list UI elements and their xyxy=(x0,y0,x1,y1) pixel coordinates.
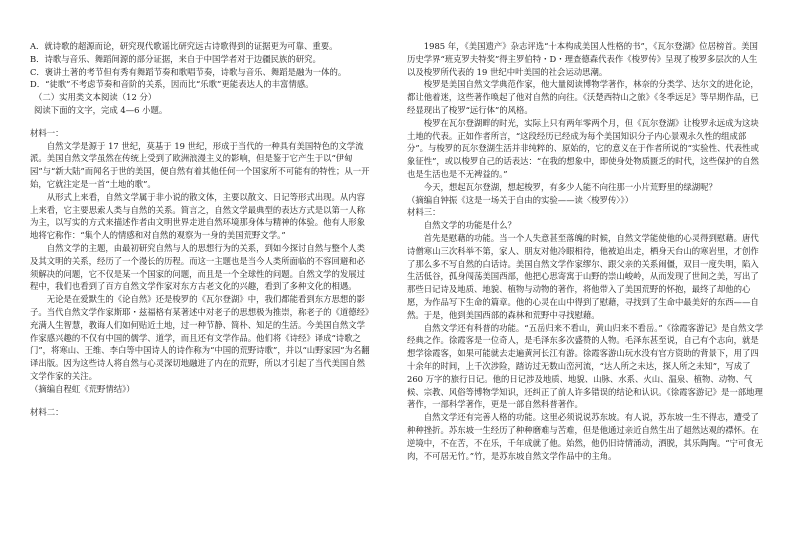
material-1-para-1: 自然文学是源于 17 世纪，莫基于 19 世纪，形成于当代的一种具有美国特色的文学流派。美国自然文学虽然在传统上受到了欧洲浪漫主义的影响，但是鉴于它产生于以“伊甸园”与“新大陆”而闻名于世的美国，便自然有着其他任何一个国家所不可能有的特性；从一开始，它就注定是一首“土地的歌”。 xyxy=(30,140,370,189)
option-d: D．“徒歌”不考虑节奏和音阶的关系，因而比“乐歌”更能表达人的丰富情感。 xyxy=(30,79,314,90)
option-b: B．诗歌与音乐、舞蹈间源的部分证据，来自于中国学者对于边疆民族的研究。 xyxy=(30,53,321,64)
material-2-para-1: 1985 年，《美国遗产》杂志评选“十本构成美国人性格的书”，《瓦尔登湖》位居榜首。美国历史学界“班克罗夫特奖”得主罗伯特・D・理查德森代表作《梭罗传》呈现了梭罗多层次的人生以及梭罗所代表的 19 世纪中叶美国的社会运动思潮。 xyxy=(407,41,758,77)
section-title: （二）实用类文本阅读（12 分） xyxy=(34,92,157,103)
material-2-para-2: 梭罗是美国自然文学典范作家，他大量阅读博物学著作，林奈的分类学、达尔文的进化论，都让他着迷，这些著作唤起了他对自然的向往。《沃楚西特山之旅》《冬季远足》等早期作品，已经显现出了梭罗“远行体”的风格。 xyxy=(407,79,759,115)
material-2-para-4: 今天，想起瓦尔登湖，想起梭罗，有多少人能不向往那一小片荒野里的绿湖呢？ xyxy=(423,181,717,192)
option-a: A．就诗歌的超源而论，研究现代歌谣比研究远古诗歌得到的证据更为可靠、重要。 xyxy=(30,41,338,51)
instruction: 阅读下面的文字，完成 4—6 小题。 xyxy=(34,104,168,115)
material-1-para-4: 无论是在爱默生的《论自然》还是梭罗的《瓦尔登湖》中，我们都能看到东方思想的影子。当代自然文学作家斯耶・兹福格有某著述中对老子的思想极为推崇，称老子的《道德经》充满人生智慧，教诲人们如何贴近土地，过一种节静、简朴、知足的生活。今美国自然文学作家感兴趣的不仅有中国的儒学、道学，而且还有文学作品。他们将《诗经》译成“诗歌之门”，将寒山、王维、李白等中国诗人的诗作称为“中国的荒野诗歌”，并以“山野家园”为名翻译出版。因为这些诗人将自然与心灵深切地融进了内在的荒野，所以才引起了当代美国自然文学作家的关注。 xyxy=(30,294,370,381)
material-2-label: 材料二： xyxy=(30,406,64,417)
material-1-para-3: 自然文学的主题，由最初研究自然与人的思想行为的关系，到如今探讨自然与整个人类及其文明的关系，经历了一个漫长的历程。而这一主题也是当今人类所面临的不容回避和必须解决的问题，它不仅是某一个国家的问题，而且是一个全球性的问题。自然文学的发展过程中，我们也看到了百方自然文学作家对东方古老文化的兴趣，看到了多种文化的相遇。 xyxy=(30,242,366,292)
material-1-source: （摘编自程虹《荒野情结》） xyxy=(30,383,135,394)
material-3-para-1: 首先是慰藉的功能。当一个人失意甚至落魄的时候，自然文学能使他的心灵得到慰藉。唐代诗僧寒山三次科举不第，家人、朋友对他冷眼相待，他被迫出走，栖身天台山的寒岩里，才创作了那么多不写自然的白话诗。美国自然文学作家缪尔、跟父亲的关系闹僵，双目一度失明，陷入生活低谷，孤身闯荡美国西部，他把心思寄寓于山野的崇山峻岭，从而发现了世间之美，写出了那些日记诗及地质、地貌、植物与动物的著作，将他带入了美国荒野的怀抱，最终了却他的心愿，为作品写下生命的篇章。他的心灵在山中得到了慰藉，寻找到了生命中最美好的东西——自然。于是，他到美国西部的森林和荒野中寻找慰藉。 xyxy=(407,232,759,320)
material-2-source: （摘编自钟振《这是一场关于自由的实验——读〈梭罗传〉》） xyxy=(407,194,634,205)
material-1-label: 材料一： xyxy=(30,127,64,138)
material-1-para-2: 从形式上来看，自然文学属于非小说的散文体，主要以散文、日记等形式出现。从内容上来看，它主要思索人类与自然的关系。简言之，自然文学最典型的表达方式是以第一人称为主，以写实的方式来描述作者由文明世界走进自然环境那身体与精神的体验。他有人形象地将它称作：“集个人的情感和对自然的观察为一身的美国荒野文学。” xyxy=(30,191,366,241)
right-column xyxy=(407,0,764,560)
left-column xyxy=(30,0,370,560)
option-c: C．褒讲土著的考节但有秀有舞蹈节奏和歌唱节奏，诗歌与音乐、舞蹈是融为一体的。 xyxy=(30,66,347,77)
material-3-para-3: 自然文学还有完善人格的功能。这里必须说说苏东坡。有人说，苏东坡一生不得志，遭受了种种挫折。苏东坡一生经历了种种磨难与苦难，但是他通过亲近自然生出了超然达观的襟怀。在逆境中，不在苦，不在乐，千年成就了他。始然，他仍旧诗情涌动，洒脱，其乐陶陶。“宁可食无肉，不可居无竹。”竹，是苏东坡自然文学作品中的主角。 xyxy=(407,412,764,461)
material-3-para-2: 自然文学还有科普的功能。“五岳归来不看山，黄山归来不看岳。”《徐霞客游记》是自然文学经典之作。徐霞客是一位奇人，是毛泽东多次盛赞的人物。毛泽东甚至说，自己有个志向，就是想学徐霞客，如果可能就去走遍黄河长江有游。徐霞客游山玩水没有官方资助的背景下，用了四十余年的时间，上千次涉险，踏访过无数山峦河流，“达人所之未达，探人所之未知”，写成了 260 万字的旅行日记。他的日记涉及地质、地貌、山脉、水系、火山、温泉、植物、动物、气候、宗教、风俗等博物学知识，还纠正了前人许多错误的结论和认识。《徐霞客游记》是一部地理著作，一部科学著作，更是一部自然科普著作。 xyxy=(407,322,764,410)
material-3-question: 自然文学的功能是什么？ xyxy=(423,220,516,231)
material-3-label: 材料三： xyxy=(407,207,441,218)
material-2-para-3: 梭罗在瓦尔登湖畔的时光，实际上只有两年零两个月，但《瓦尔登湖》让梭罗永远成为这块土地的代表。正如作者所言，“这段经历已经成为每个美国知识分子内心景观永久性的组成部分”。与梭罗的瓦尔登湖生活并非纯粹的、原始的，它的意义在于作者所说的“实验性、代表性或象征性”，或以梭罗自己的话表达：“在我的想象中，即使身处物质匮乏的时代，这些保护的自然也是生活也是不无裨益的。” xyxy=(407,117,759,179)
